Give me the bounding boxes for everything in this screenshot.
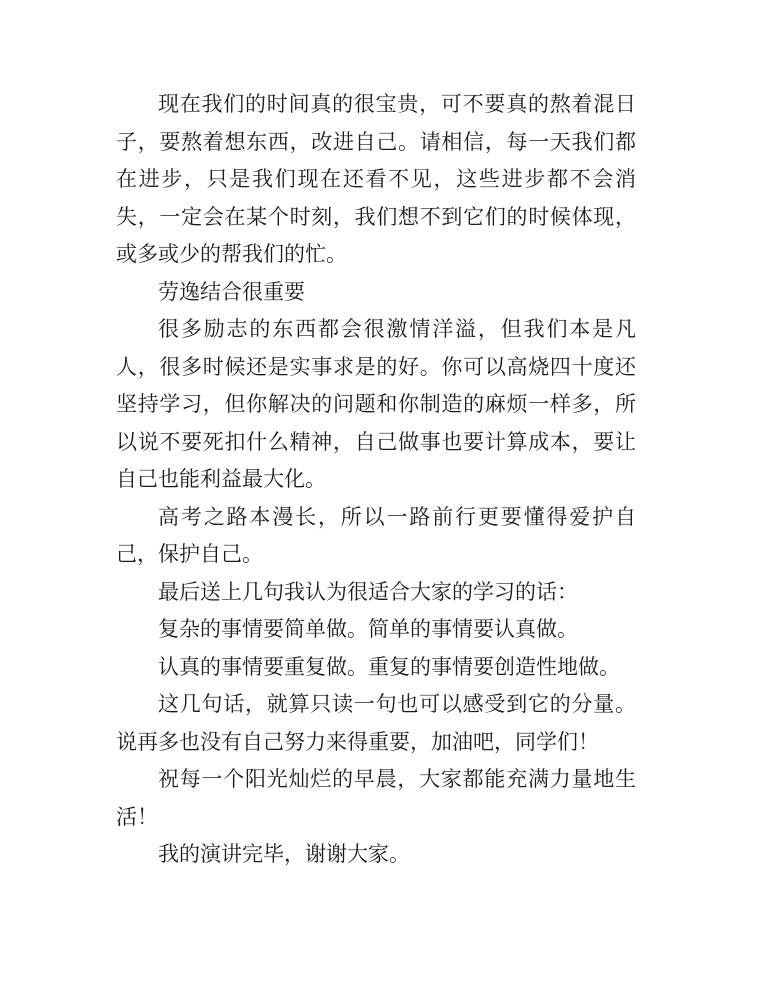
paragraph-encouragement: 这几句话，就算只读一句也可以感受到它的分量。说再多也没有自己努力来得重要，加油吧，同学们！ (116, 692, 636, 754)
paragraph-closing-words-intro: 最后送上几句我认为很适合大家的学习的话： (158, 579, 578, 604)
document-page (116, 86, 636, 874)
paragraph-thanks: 我的演讲完毕，谢谢大家。 (158, 842, 410, 866)
quote-line-1: 复杂的事情要简单做。简单的事情要认真做。 (158, 617, 578, 641)
quote-line-2: 认真的事情要重复做。重复的事情要创造性地做。 (158, 654, 620, 679)
paragraph-be-realistic: 很多励志的东西都会很激情洋溢，但我们本是凡人，很多时候还是实事求是的好。你可以高烧四十度还坚持学习，但你解决的问题和你制造的麻烦一样多，所以说不要死扣什么精神，自己做事也要计算成本，要让自己也能利益最大化。 (116, 317, 636, 491)
paragraph-wish: 祝每一个阳光灿烂的早晨，大家都能充满力量地生活！ (116, 767, 636, 829)
section-heading-work-rest-balance: 劳逸结合很重要 (158, 279, 305, 304)
paragraph-take-care-of-yourself: 高考之路本漫长，所以一路前行更要懂得爱护自己，保护自己。 (116, 504, 636, 566)
paragraph-time-precious: 现在我们的时间真的很宝贵，可不要真的熬着混日子，要熬着想东西，改进自己。请相信，每一天我们都在进步，只是我们现在还看不见，这些进步都不会消失，一定会在某个时刻，我们想不到它们的时候体现，或多或少的帮我们的忙。 (116, 92, 636, 266)
